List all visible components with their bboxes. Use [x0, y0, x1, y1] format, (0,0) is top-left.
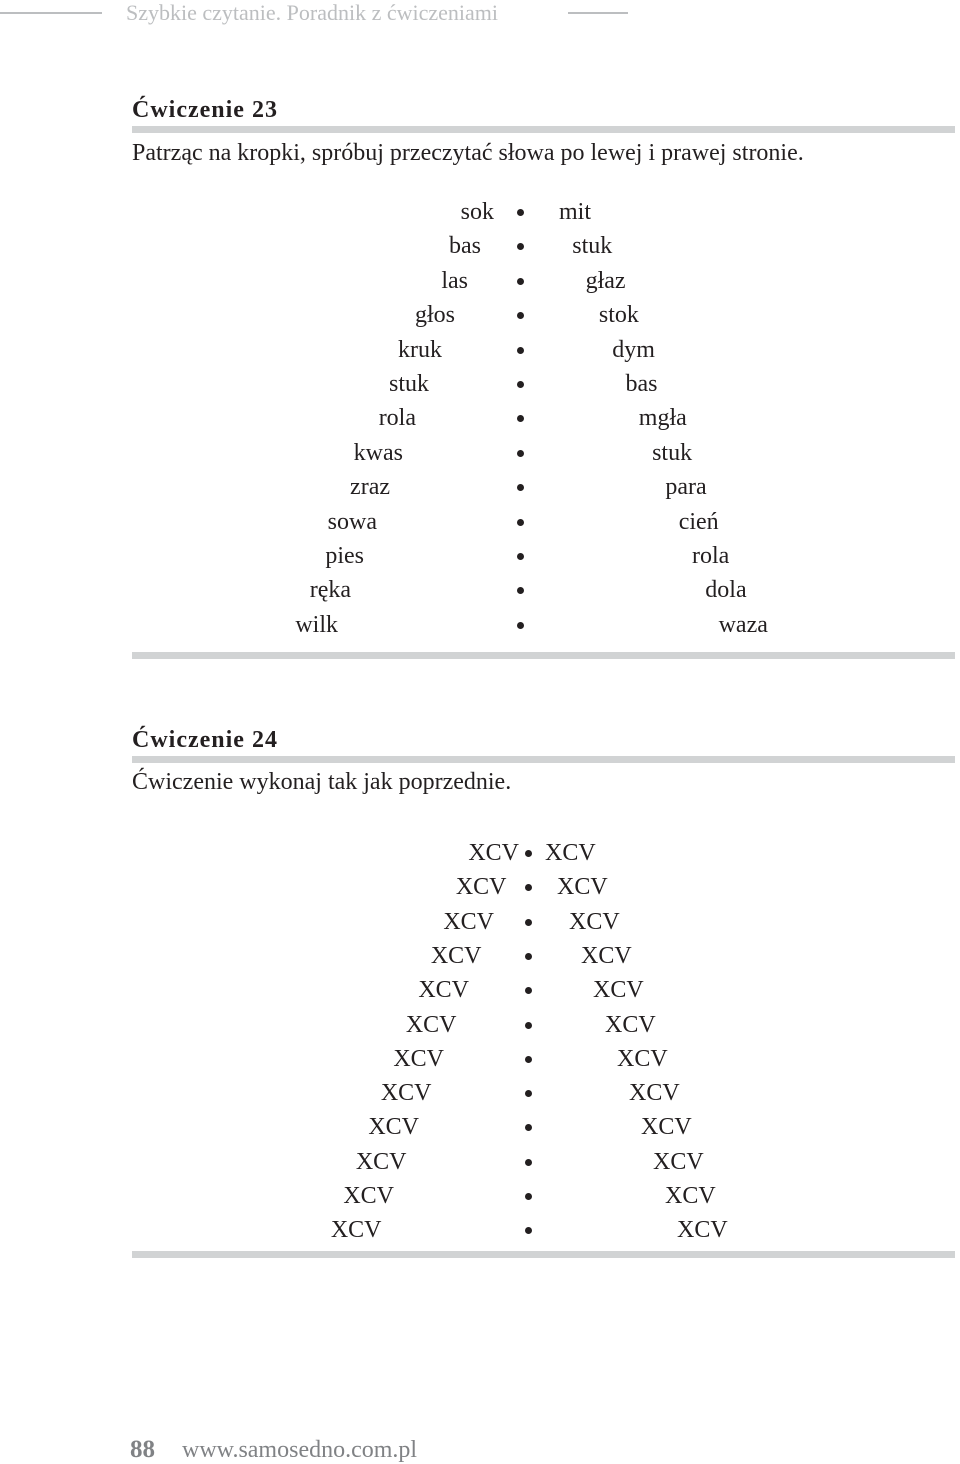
left-word: XCV [330, 1217, 382, 1244]
left-word: wilk [295, 611, 338, 638]
focus-dot [517, 587, 524, 594]
left-word: las [441, 267, 468, 294]
right-word: stuk [652, 439, 693, 466]
left-word: głos [414, 302, 455, 329]
focus-dot [525, 1124, 532, 1131]
focus-dot [525, 1193, 532, 1200]
right-word: stok [598, 302, 639, 329]
exercise-23-rule-bottom [132, 652, 955, 659]
header-rule-left [0, 12, 102, 14]
right-word: XCV [557, 874, 608, 901]
focus-dot [525, 1227, 532, 1234]
left-word: XCV [393, 1045, 444, 1072]
left-word: XCV [380, 1080, 432, 1107]
right-word: para [665, 474, 707, 501]
exercise-24-rule-top [132, 756, 955, 763]
left-word: zraz [350, 474, 390, 501]
focus-dot [525, 1090, 532, 1097]
left-word: sowa [327, 508, 377, 535]
left-word: XCV [455, 874, 507, 901]
left-word: XCV [355, 1148, 407, 1175]
running-header: Szybkie czytanie. Poradnik z ćwiczeniami [126, 0, 499, 25]
exercise-24-rule-bottom [132, 1251, 955, 1258]
focus-dot [525, 1159, 532, 1166]
right-word: XCV [545, 840, 596, 866]
right-word: mgła [638, 405, 687, 432]
focus-dot [517, 415, 524, 422]
left-word: XCV [343, 1183, 394, 1209]
left-word: kwas [353, 439, 403, 466]
focus-dot [517, 381, 524, 388]
exercise-24-instruction: Ćwiczenie wykonaj tak jak poprzednie. [132, 769, 512, 795]
exercise-23-rule-top [132, 126, 955, 133]
exercise-23-title: Ćwiczenie 23 [132, 97, 278, 123]
right-word: dola [705, 577, 747, 604]
left-word: sok [460, 199, 494, 225]
focus-dot [517, 278, 524, 285]
focus-dot [517, 553, 524, 560]
left-word: bas [449, 233, 481, 260]
focus-dot [517, 519, 524, 526]
focus-dot [517, 347, 524, 354]
focus-dot [517, 209, 524, 216]
right-word: mit [559, 199, 592, 225]
left-word: rola [378, 405, 416, 432]
focus-dot [517, 484, 524, 491]
footer-url: www.samosedno.com.pl [182, 1437, 418, 1463]
left-word: XCV [468, 840, 519, 866]
left-word: XCV [418, 977, 469, 1004]
left-word: XCV [443, 908, 494, 935]
left-word: pies [325, 543, 364, 569]
focus-dot [525, 884, 532, 891]
left-word: XCV [405, 1011, 457, 1038]
left-word: kruk [398, 336, 442, 363]
right-word: waza [718, 611, 768, 638]
focus-dot [525, 1022, 532, 1029]
left-word: XCV [368, 1114, 419, 1141]
right-word: XCV [653, 1148, 704, 1175]
exercise-23-instruction: Patrząc na kropki, spróbuj przeczytać słowa po lewej i prawej stronie. [132, 140, 804, 166]
right-word: XCV [581, 942, 632, 969]
right-word: rola [692, 543, 730, 569]
focus-dot [517, 622, 524, 629]
left-word: XCV [430, 942, 482, 969]
focus-dot [525, 1056, 532, 1063]
right-word: XCV [593, 977, 644, 1004]
right-word: dym [612, 336, 655, 363]
focus-dot [517, 450, 524, 457]
right-word: XCV [677, 1217, 728, 1244]
right-word: XCV [629, 1080, 680, 1107]
right-word: głaz [585, 267, 626, 294]
focus-dot [525, 919, 532, 926]
right-word: XCV [641, 1114, 692, 1141]
header-rule-right [568, 12, 628, 14]
left-word: stuk [388, 371, 429, 397]
right-word: XCV [569, 908, 620, 935]
right-word: cień [678, 508, 719, 535]
left-word: ręka [309, 577, 351, 604]
focus-dot [517, 243, 524, 250]
right-word: XCV [665, 1183, 716, 1209]
focus-dot [517, 312, 524, 319]
focus-dot [525, 987, 532, 994]
focus-dot [525, 850, 532, 857]
right-word: XCV [605, 1011, 656, 1038]
focus-dot [525, 953, 532, 960]
right-word: bas [625, 371, 658, 397]
page-number: 88 [130, 1436, 155, 1463]
right-word: XCV [617, 1045, 668, 1072]
exercise-24-title: Ćwiczenie 24 [132, 727, 278, 753]
right-word: stuk [572, 233, 613, 260]
